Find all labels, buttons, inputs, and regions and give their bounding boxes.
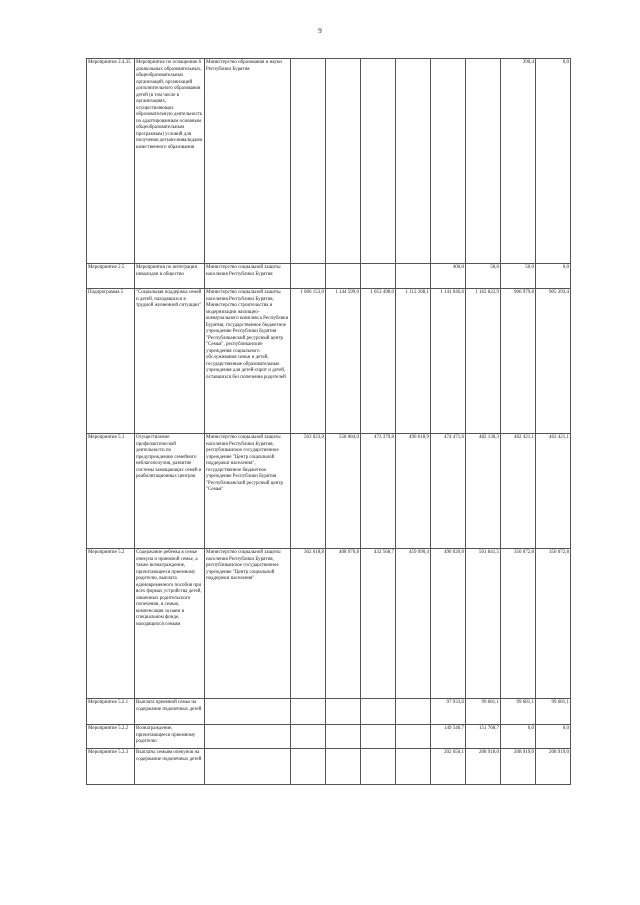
value-cell: 0,0 [536, 59, 571, 264]
value-cell [291, 59, 326, 264]
executor-cell: Министерство социальной защиты населения Республики Бурятия, Министерство строительства и модернизации жилищно-коммунального комплекса Республики Бурятия, государственное бюджетное учреждение Республики Бурятия "Республиканский ресурсный центр "Семья", республиканские учреждения социального обслуживания семьи и детей, государственные образовательные учреждения для детей-сирот и детей, оставшихся без попечения родителей [205, 289, 291, 434]
value-cell: 362 618,8 [291, 549, 326, 699]
table-row [87, 699, 571, 725]
executor-cell: Министерство образования и науки Республики Бурятия [205, 59, 291, 264]
value-cell [326, 725, 361, 749]
value-cell: 208 918,0 [466, 749, 501, 785]
value-cell [291, 699, 326, 725]
measure-name-cell: Вознаграждение, причитающееся приемному родителю [135, 725, 205, 749]
value-cell [361, 699, 396, 725]
measure-code-cell: Мероприятие 2.5 [87, 264, 135, 289]
value-cell [291, 749, 326, 785]
executor-cell: Министерство социальной защиты населения Республики Бурятия [205, 264, 291, 289]
value-cell: 99 681,1 [536, 699, 571, 725]
value-cell: 50,0 [501, 264, 536, 289]
value-cell [291, 264, 326, 289]
measure-name-cell: "Социальная поддержка семей и детей, находящихся в трудной жизненной ситуации" [135, 289, 205, 434]
value-cell: 99 681,1 [466, 699, 501, 725]
value-cell [396, 59, 431, 264]
value-cell: 482 138,3 [466, 434, 501, 549]
value-cell [431, 59, 466, 264]
table-row [87, 59, 571, 264]
value-cell: 0,0 [536, 725, 571, 749]
table-row [87, 434, 571, 549]
value-cell [361, 725, 396, 749]
value-cell [361, 264, 396, 289]
measure-code-cell: Мероприятие 5.2 [87, 549, 135, 699]
value-cell [361, 749, 396, 785]
value-cell: 99 681,1 [501, 699, 536, 725]
value-cell: 474 471,6 [431, 434, 466, 549]
measure-name-cell: Содержание ребенка в семье опекуна и приемной семье, а также вознаграждение, причитающееся приемному родителю, выплата единовременного пособия при всех формах устройства детей, лишенных родительского попечения, в семью, компенсация за наем в специальном фонде, находящихся семьям [135, 549, 205, 699]
value-cell: 558 084,0 [326, 434, 361, 549]
value-cell: 149 546,7 [431, 725, 466, 749]
value-cell: 1 112 268,1 [396, 289, 431, 434]
measure-name-cell: Мероприятие по оснащению 6 дошкольных образовательных, общеобразовательных организаций, организаций дополнительного образования детей (в том числе в организациях, осуществляющих образовательную деятельность по адаптированным основным общеобразовательным программам) условий для получения детьми-инвалидами качественного образования [135, 59, 205, 264]
executor-cell [205, 749, 291, 785]
value-cell [291, 725, 326, 749]
value-cell: 50,0 [466, 264, 501, 289]
value-cell: 473 379,8 [361, 434, 396, 549]
measure-name-cell: Выплаты семьям опекунов на содержание подопечных детей [135, 749, 205, 785]
value-cell [361, 59, 396, 264]
table-row [87, 264, 571, 289]
value-cell: 400,0 [431, 264, 466, 289]
value-cell: 501 841,5 [466, 549, 501, 699]
measure-name-cell: Мероприятия по интеграции инвалидов в общество [135, 264, 205, 289]
value-cell [466, 59, 501, 264]
value-cell [326, 264, 361, 289]
value-cell [396, 749, 431, 785]
measure-code-cell: Мероприятие 5.1 [87, 434, 135, 549]
value-cell: 350 072,8 [501, 549, 536, 699]
budget-table [86, 58, 571, 785]
measure-code-cell: Мероприятие 5.2.3 [87, 749, 135, 785]
value-cell: 1 141 046,6 [431, 289, 466, 434]
measure-code-cell: Мероприятие 5.2.2 [87, 725, 135, 749]
measure-code-cell: Мероприятие 2.4.35 [87, 59, 135, 264]
value-cell: 462 421,1 [536, 434, 571, 549]
executor-cell: Министерство социальной защиты населения Республики Бурятия, республиканское государственное учреждение "Центр социальной поддержки населения", государственное бюджетное учреждение Республики Бурятия "Республиканский ресурсный центр "Семья" [205, 434, 291, 549]
value-cell [326, 699, 361, 725]
value-cell: 490 020,0 [431, 549, 466, 699]
measure-code-cell: Подпрограмма 5 [87, 289, 135, 434]
value-cell [396, 725, 431, 749]
value-cell: 350 072,8 [536, 549, 571, 699]
value-cell: 97 933,6 [431, 699, 466, 725]
value-cell: 459 090,4 [396, 549, 431, 699]
value-cell: 1 144 599,0 [326, 289, 361, 434]
table-row [87, 549, 571, 699]
table-row [87, 289, 571, 434]
value-cell: 208 919,0 [536, 749, 571, 785]
executor-cell: Министерство социальной защиты населения Республики Бурятия, республиканское государственное учреждение "Центр социальной поддержки населения" [205, 549, 291, 699]
table-body [87, 59, 571, 785]
value-cell [396, 699, 431, 725]
value-cell: 906 979,8 [501, 289, 536, 434]
value-cell: 905 393,4 [536, 289, 571, 434]
value-cell [396, 264, 431, 289]
page-number: 9 [318, 27, 322, 35]
value-cell: 490 618,9 [396, 434, 431, 549]
value-cell: 432 568,7 [361, 549, 396, 699]
value-cell [326, 749, 361, 785]
value-cell: 202 650,1 [431, 749, 466, 785]
table-row [87, 725, 571, 749]
value-cell: 1 066 153,0 [291, 289, 326, 434]
value-cell: 1 162 822,9 [466, 289, 501, 434]
measure-code-cell: Мероприятие 5.2.1 [87, 699, 135, 725]
value-cell: 0,0 [536, 264, 571, 289]
value-cell [326, 59, 361, 264]
executor-cell [205, 725, 291, 749]
value-cell: 408 970,8 [326, 549, 361, 699]
measure-name-cell: Выплата приемной семье на содержание подопечных детей [135, 699, 205, 725]
value-cell: 151 768,7 [466, 725, 501, 749]
value-cell: 390,4 [501, 59, 536, 264]
value-cell: 1 053 498,0 [361, 289, 396, 434]
value-cell: 563 023,0 [291, 434, 326, 549]
value-cell: 0,0 [501, 725, 536, 749]
table-row [87, 749, 571, 785]
value-cell: 208 919,0 [501, 749, 536, 785]
measure-name-cell: Осуществление профилактической деятельности по предупреждению семейного неблагополучия, развитие системы замещающих семей и реабилитационных центров [135, 434, 205, 549]
value-cell: 462 421,1 [501, 434, 536, 549]
executor-cell [205, 699, 291, 725]
